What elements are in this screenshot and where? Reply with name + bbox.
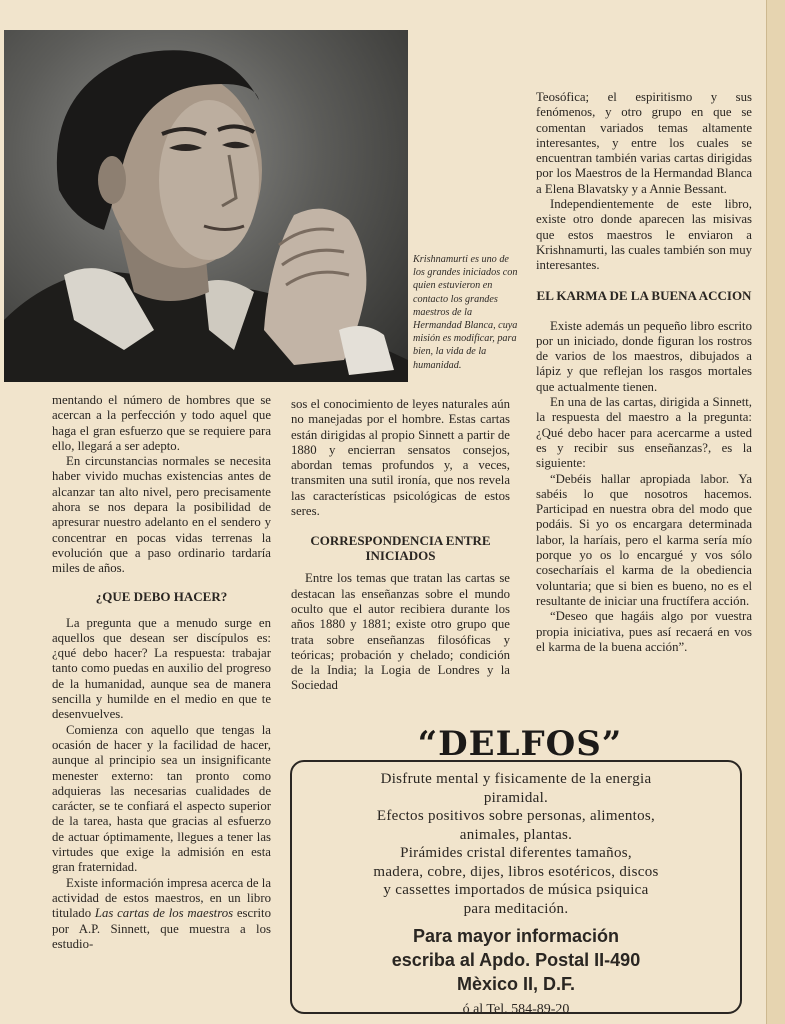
paragraph: sos el conocimiento de leyes naturales aún no manejadas por el hombre. Estas cartas están dirigidas al propio Sinnett a partir de 1880 y encierran sensatos consejos, abordan temas profundos y, a veces, transmiten una sutil ironía, que nos revela las características psicológicas de estos seres.	[291, 397, 510, 519]
ad-line: animales, plantas.	[459, 826, 573, 843]
paragraph: Entre los temas que tratan las cartas se destacan las enseñanzas sobre el mundo oculto que el autor recibiera durante los años 1880 y 1881; existe otro grupo que trata sobre enseñanzas filosóficas y teóricas; probación y chelado; condición de la India; la Logia de Londres y la Sociedad	[291, 571, 510, 693]
ad-line: Disfrute mental y fisicamente de la energia	[380, 771, 652, 787]
advertisement-box	[290, 760, 742, 1017]
book-title: Las cartas de los maestros	[94, 906, 234, 921]
paragraph	[52, 876, 271, 952]
ad-phone: ó al Tel. 584-89-20	[462, 1002, 570, 1017]
photo-caption: Krishnamurti es uno de los grandes iniciados con quien estuvieron en contacto los grandes maestros de la Hermandad Blanca, cuya misión es modificar, para bien, la vida de la humanidad.	[413, 254, 518, 371]
article-column-2	[291, 397, 510, 694]
ad-line: piramidal.	[483, 789, 549, 806]
quote-paragraph: “Deseo que hagáis algo por vuestra propia iniciativa, pues así recaerá en vos el karma de la buena acción”.	[536, 609, 752, 654]
paragraph: En circunstancias normales se necesita haber vivido muchas existencias antes de alcanzar tan alto nivel, pero precisamente ahora se nos depara la posibilidad de apresurar nuestro adelanto en el sendero y concentrar en pocas vidas terrenas la evolución que a paso ordinario tardaría miles de años.	[52, 454, 271, 576]
ad-line: para meditación.	[463, 900, 569, 917]
ad-line: madera, cobre, dijes, libros esotéricos, discos	[373, 863, 659, 880]
section-heading: ¿QUE DEBO HACER?	[95, 588, 228, 604]
text-run: escrito por A.P. Sinnett, que muestra a los estudio-	[52, 906, 271, 951]
section-heading: CORRESPONDENCIA ENTRE INICIADOS	[310, 533, 491, 564]
ad-line: y cassettes importados de música psiquica	[383, 882, 649, 898]
page-edge	[766, 0, 785, 1024]
portrait-photo	[4, 30, 408, 382]
paragraph: Comienza con aquello que tengas la ocasión de hacer y la facilidad de hacer, aunque al principio sea un insignificante menester externo: tan pronto como adquieras las necesarias cualidades de carácter, se te confiará el aspecto superior de la tarea, hasta que gracias al esfuerzo de actuar óptimamente, llegues a tener las virtudes que exige la admisión en esta gran fraternidad.	[52, 722, 271, 875]
paragraph: Independientemente de este libro, existe otro donde aparecen las misivas que estos maestros le enviaron a Krishnamurti, las cuales también son muy interesantes.	[536, 197, 752, 273]
ad-body	[292, 762, 740, 918]
ad-contact-3: Mèxico II, D.F.	[456, 974, 576, 994]
ad-line: Efectos positivos sobre personas, alimentos,	[376, 808, 656, 824]
quote-paragraph: “Debéis hallar apropiada labor. Ya sabéis lo que nosotros hacemos. Participad en nuestra obra del modo que podáis. Si yo os encargara determinada labor, la haríais, pero el karma sería mío porque yo os lo encargué y vos sólo cosecharíais el karma de la obediencia voluntaria; que si bien es bueno, no es el resultante de iniciar una fructífera acción.	[536, 471, 752, 608]
section-heading: EL KARMA DE LA BUENA ACCION	[536, 287, 752, 303]
ad-contact-1: Para mayor información	[412, 926, 620, 946]
ad-title: “DELFOS”	[417, 724, 623, 764]
article-column-3	[536, 90, 752, 655]
paragraph: En una de las cartas, dirigida a Sinnett, la respuesta del maestro a la pregunta: ¿Qué debo hacer para acercarme a usted es y recibir sus enseñanzas?, es la siguiente:	[536, 395, 752, 471]
paragraph: mentando el número de hombres que se acercan a la perfección y todo aquel que haga el gran esfuerzo que se requiere para ello, llegará a ser adepto.	[52, 393, 271, 453]
paragraph: Teosófica; el espiritismo y sus fenómenos, y otro grupo en que se comentan variados temas altamente interesantes, y entre los cuales se encuentran también varias cartas dirigidas por los Maestros de la Hermandad Blanca a Elena Blavatsky y a Annie Bessant.	[536, 90, 752, 196]
text-run: Existe información impresa acerca de la actividad de estos maestros, en un libro titulado	[52, 875, 272, 921]
paragraph: Existe además un pequeño libro escrito por un iniciado, donde figuran los rostros de varios de los maestros, dibujados a lápiz y que reflejan los rasgos mortales que actualmente tienen.	[536, 318, 752, 394]
ad-contact-2: escriba al Apdo. Postal II-490	[391, 950, 641, 970]
ad-line: Pirámides cristal diferentes tamaños,	[400, 845, 632, 861]
article-column-1	[52, 393, 271, 952]
paragraph: La pregunta que a menudo surge en aquellos que desean ser discípulos es: ¿qué debo hacer? La respuesta: trabajar tanto como puedas en auxilio del progreso de la humanidad, aunque sea de manera sencilla y humilde en el medio en que te desenvuelves.	[52, 615, 271, 722]
